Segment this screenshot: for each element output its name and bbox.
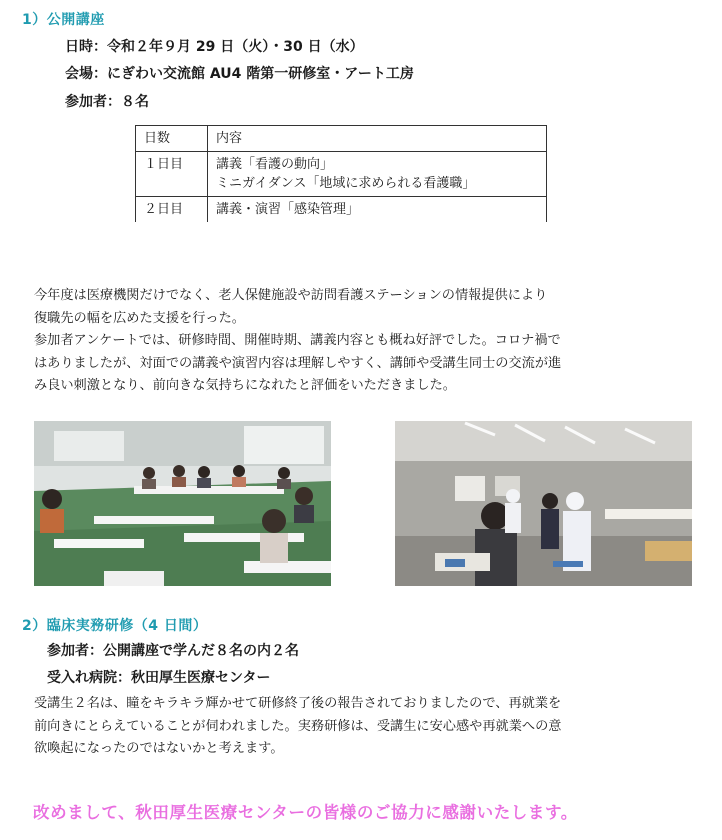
table-cell-content xyxy=(208,152,547,197)
lecture-photo xyxy=(34,421,331,586)
training-paragraph xyxy=(34,693,674,761)
table-header-content: 内容 xyxy=(208,126,547,152)
table-cell-day: ２日目 xyxy=(136,197,208,223)
paragraph-line: 参加者アンケートでは、研修時間、開催時期、講義内容とも概ね好評でした。コロナ禍で xyxy=(34,333,561,348)
paragraph-line: 受講生２名は、瞳をキラキラ輝かせて研修終了後の報告されておりましたので、再就業を xyxy=(34,696,562,711)
schedule-table xyxy=(135,125,547,222)
paragraph-line: 復職先の幅を広めた支援を行った。 xyxy=(34,310,245,326)
content-line: 講義・演習「感染管理」 xyxy=(216,202,360,217)
table-cell-day: １日目 xyxy=(136,152,208,197)
paragraph-line: み良い刺激となり、前向きな気持ちになれたと評価をいただきました。 xyxy=(34,378,456,393)
table-row xyxy=(136,152,547,197)
content-line: 講義「看護の動向」 xyxy=(216,157,334,172)
paragraph-line: 前向きにとらえていることが伺われました。実務研修は、受講生に安心感や再就業への意 xyxy=(34,718,562,734)
table-cell-content xyxy=(208,197,547,223)
paragraph-line: 今年度は医療機関だけでなく、老人保健施設や訪問看護ステーションの情報提供により xyxy=(34,288,548,303)
report-paragraph xyxy=(34,285,674,398)
participants2-line: 参加者：公開講座で学んだ８名の内２名 xyxy=(47,643,299,659)
table-header-day: 日数 xyxy=(136,126,208,152)
paragraph-line: 欲喚起になったのではないかと考えます。 xyxy=(34,741,284,756)
venue-line: 会場：にぎわい交流館 AU4 階第一研修室・アート工房 xyxy=(65,66,414,82)
training-photo xyxy=(395,421,692,586)
date-line: 日時：令和２年９月 29 日（火）・30 日（水） xyxy=(65,39,364,55)
content-line: ミニガイダンス「地域に求められる看護職」 xyxy=(216,176,476,191)
section-1-heading: 1）公開講座 xyxy=(22,12,105,28)
paragraph-line: はありましたが、対面での講義や演習内容は理解しやすく、講師や受講生同士の交流が進 xyxy=(34,355,562,371)
closing-message: 改めまして、秋田厚生医療センターの皆様のご協力に感謝いたします。 xyxy=(33,803,578,822)
table-header-row xyxy=(136,126,547,152)
participants-line: 参加者：８名 xyxy=(65,94,149,110)
section-2-heading: 2）臨床実務研修（4 日間） xyxy=(22,618,208,634)
hospital-line: 受入れ病院：秋田厚生医療センター xyxy=(47,670,271,686)
table-row xyxy=(136,197,547,223)
